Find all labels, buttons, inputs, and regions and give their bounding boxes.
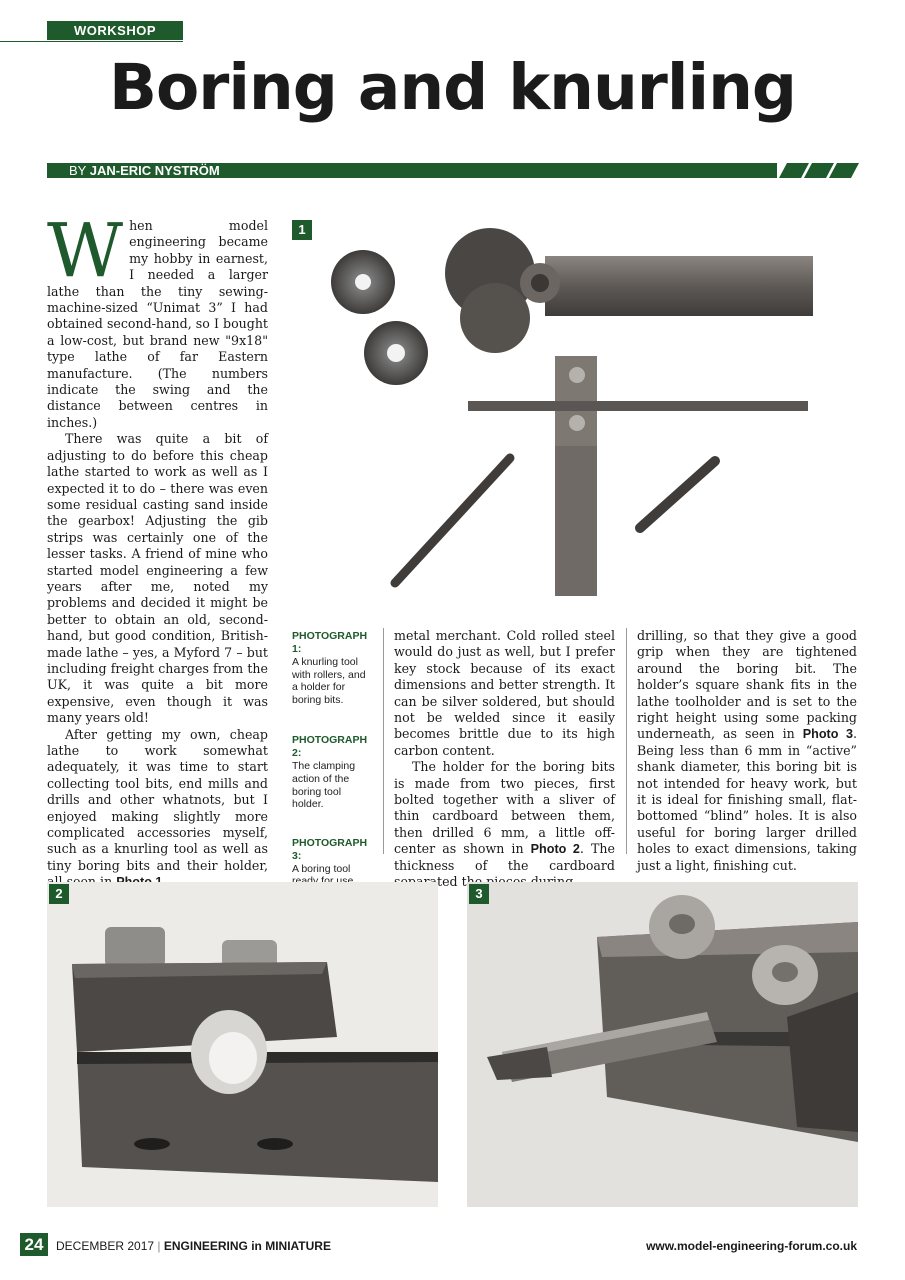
photo-number-badge: 3	[469, 884, 489, 904]
magazine-name: ENGINEERING in MINIATURE	[163, 1239, 331, 1253]
byline-author: JAN-ERIC NYSTRÖM	[89, 163, 220, 178]
photo-3-image	[467, 882, 858, 1207]
paragraph: The holder for the boring bits is made from two pieces, first bolted together with a sliver of thin cardboard between them, then drilled 6 mm, a little off-center as shown in Photo 2. The thickness of the cardboard	[394, 759, 615, 873]
byline-stripe	[829, 163, 859, 178]
photo-3	[467, 882, 858, 1207]
photo-2-image	[47, 882, 438, 1207]
caption-heading: PHOTOGRAPH 1:	[292, 630, 368, 655]
paragraph: hen model engineering became my hobby in earnest, I needed a larger lathe than the tiny sewing-machine-sized “Unimat 3” I had obtained second-hand, so I bought a low-cost, but brand new "9x18" type lathe of far Eastern manufacture. (The numbers indicate the swing and the distance between centres in inches.)	[47, 218, 268, 430]
page-number: 24	[20, 1233, 48, 1256]
caption-heading: PHOTOGRAPH 3:	[292, 836, 368, 862]
section-rule	[0, 41, 183, 42]
byline-bar	[47, 163, 777, 178]
paragraph: There was quite a bit of adjusting to do before this cheap lathe started to work as well as I expected it to do – there was even some residual casting sand inside the gearbox! Adjusting the gib strips was certainly one of the lesser tasks. A friend of mine who started model engineering a few years after me, noted my problems and decided it might be better to obtain an old, second-hand, but good condition, British-made lathe – yes, a Myford 7 – but including freight charges from the UK, it was quite a bit more expensive, even though it was many years old!	[47, 431, 268, 726]
caption	[292, 837, 374, 888]
caption-heading: PHOTOGRAPH 2:	[292, 734, 368, 760]
body-column-3	[637, 628, 857, 874]
photo-reference: Photo 3	[802, 727, 853, 742]
body-column-2	[394, 628, 615, 891]
paragraph: drilling, so that they give a good grip when they are tightened around the boring bit. The holder’s square shank fits in the lathe toolholder and is set to the right height using some packing underneath, as seen in Photo 3. Being less than 6 mm in “active” shank diameter, this boring bit is not intended for heavy work, but it is ideal for finishing small, flat-bottomed “blind” holes. It is also useful for boring larger drilled holes to exact dimensions, taking just a light, finishing cut.	[637, 628, 857, 873]
photo-1-image	[290, 218, 857, 618]
issue-date: DECEMBER 2017	[56, 1239, 155, 1253]
section-tag: WORKSHOP	[47, 21, 183, 40]
caption	[292, 734, 374, 810]
paragraph: After getting my own, cheap lathe to work somewhat adequately, it was time to start collecting tool bits, end mills and drills and other whatnots, but I enjoyed making slightly more complicated accessories myself, such as a knurling tool as well as tiny boring bits and their holder,	[47, 727, 268, 891]
caption-text: A boring tool	[292, 862, 351, 875]
article-title: Boring and knurling	[108, 51, 797, 124]
photo-reference: Photo 2	[530, 842, 580, 857]
caption-text: A knurling tool with rollers, and a holder for boring bits.	[292, 656, 366, 706]
footer-url[interactable]: www.model-engineering-forum.co.uk	[646, 1239, 857, 1253]
caption-list	[292, 630, 374, 888]
column-rule	[626, 628, 627, 854]
caption	[292, 630, 374, 706]
byline-prefix: BY	[69, 163, 87, 178]
footer-separator: |	[157, 1239, 161, 1253]
paragraph: metal merchant. Cold rolled steel would do just as well, but I prefer key stock because of its exact dimensions and better strength. It can be silver soldered, but should not be welded since it easily becomes brittle due to its high carbon content.	[394, 628, 615, 758]
photo-1	[290, 218, 857, 618]
caption-text: The clamping action of the boring tool holder.	[292, 760, 356, 811]
footer-issue	[56, 1239, 331, 1253]
photo-number-badge: 1	[292, 220, 312, 240]
photo-number-badge: 2	[49, 884, 69, 904]
body-column-1	[47, 208, 268, 973]
photo-2	[47, 882, 438, 1207]
drop-cap: W	[47, 208, 124, 294]
column-rule	[383, 628, 384, 854]
